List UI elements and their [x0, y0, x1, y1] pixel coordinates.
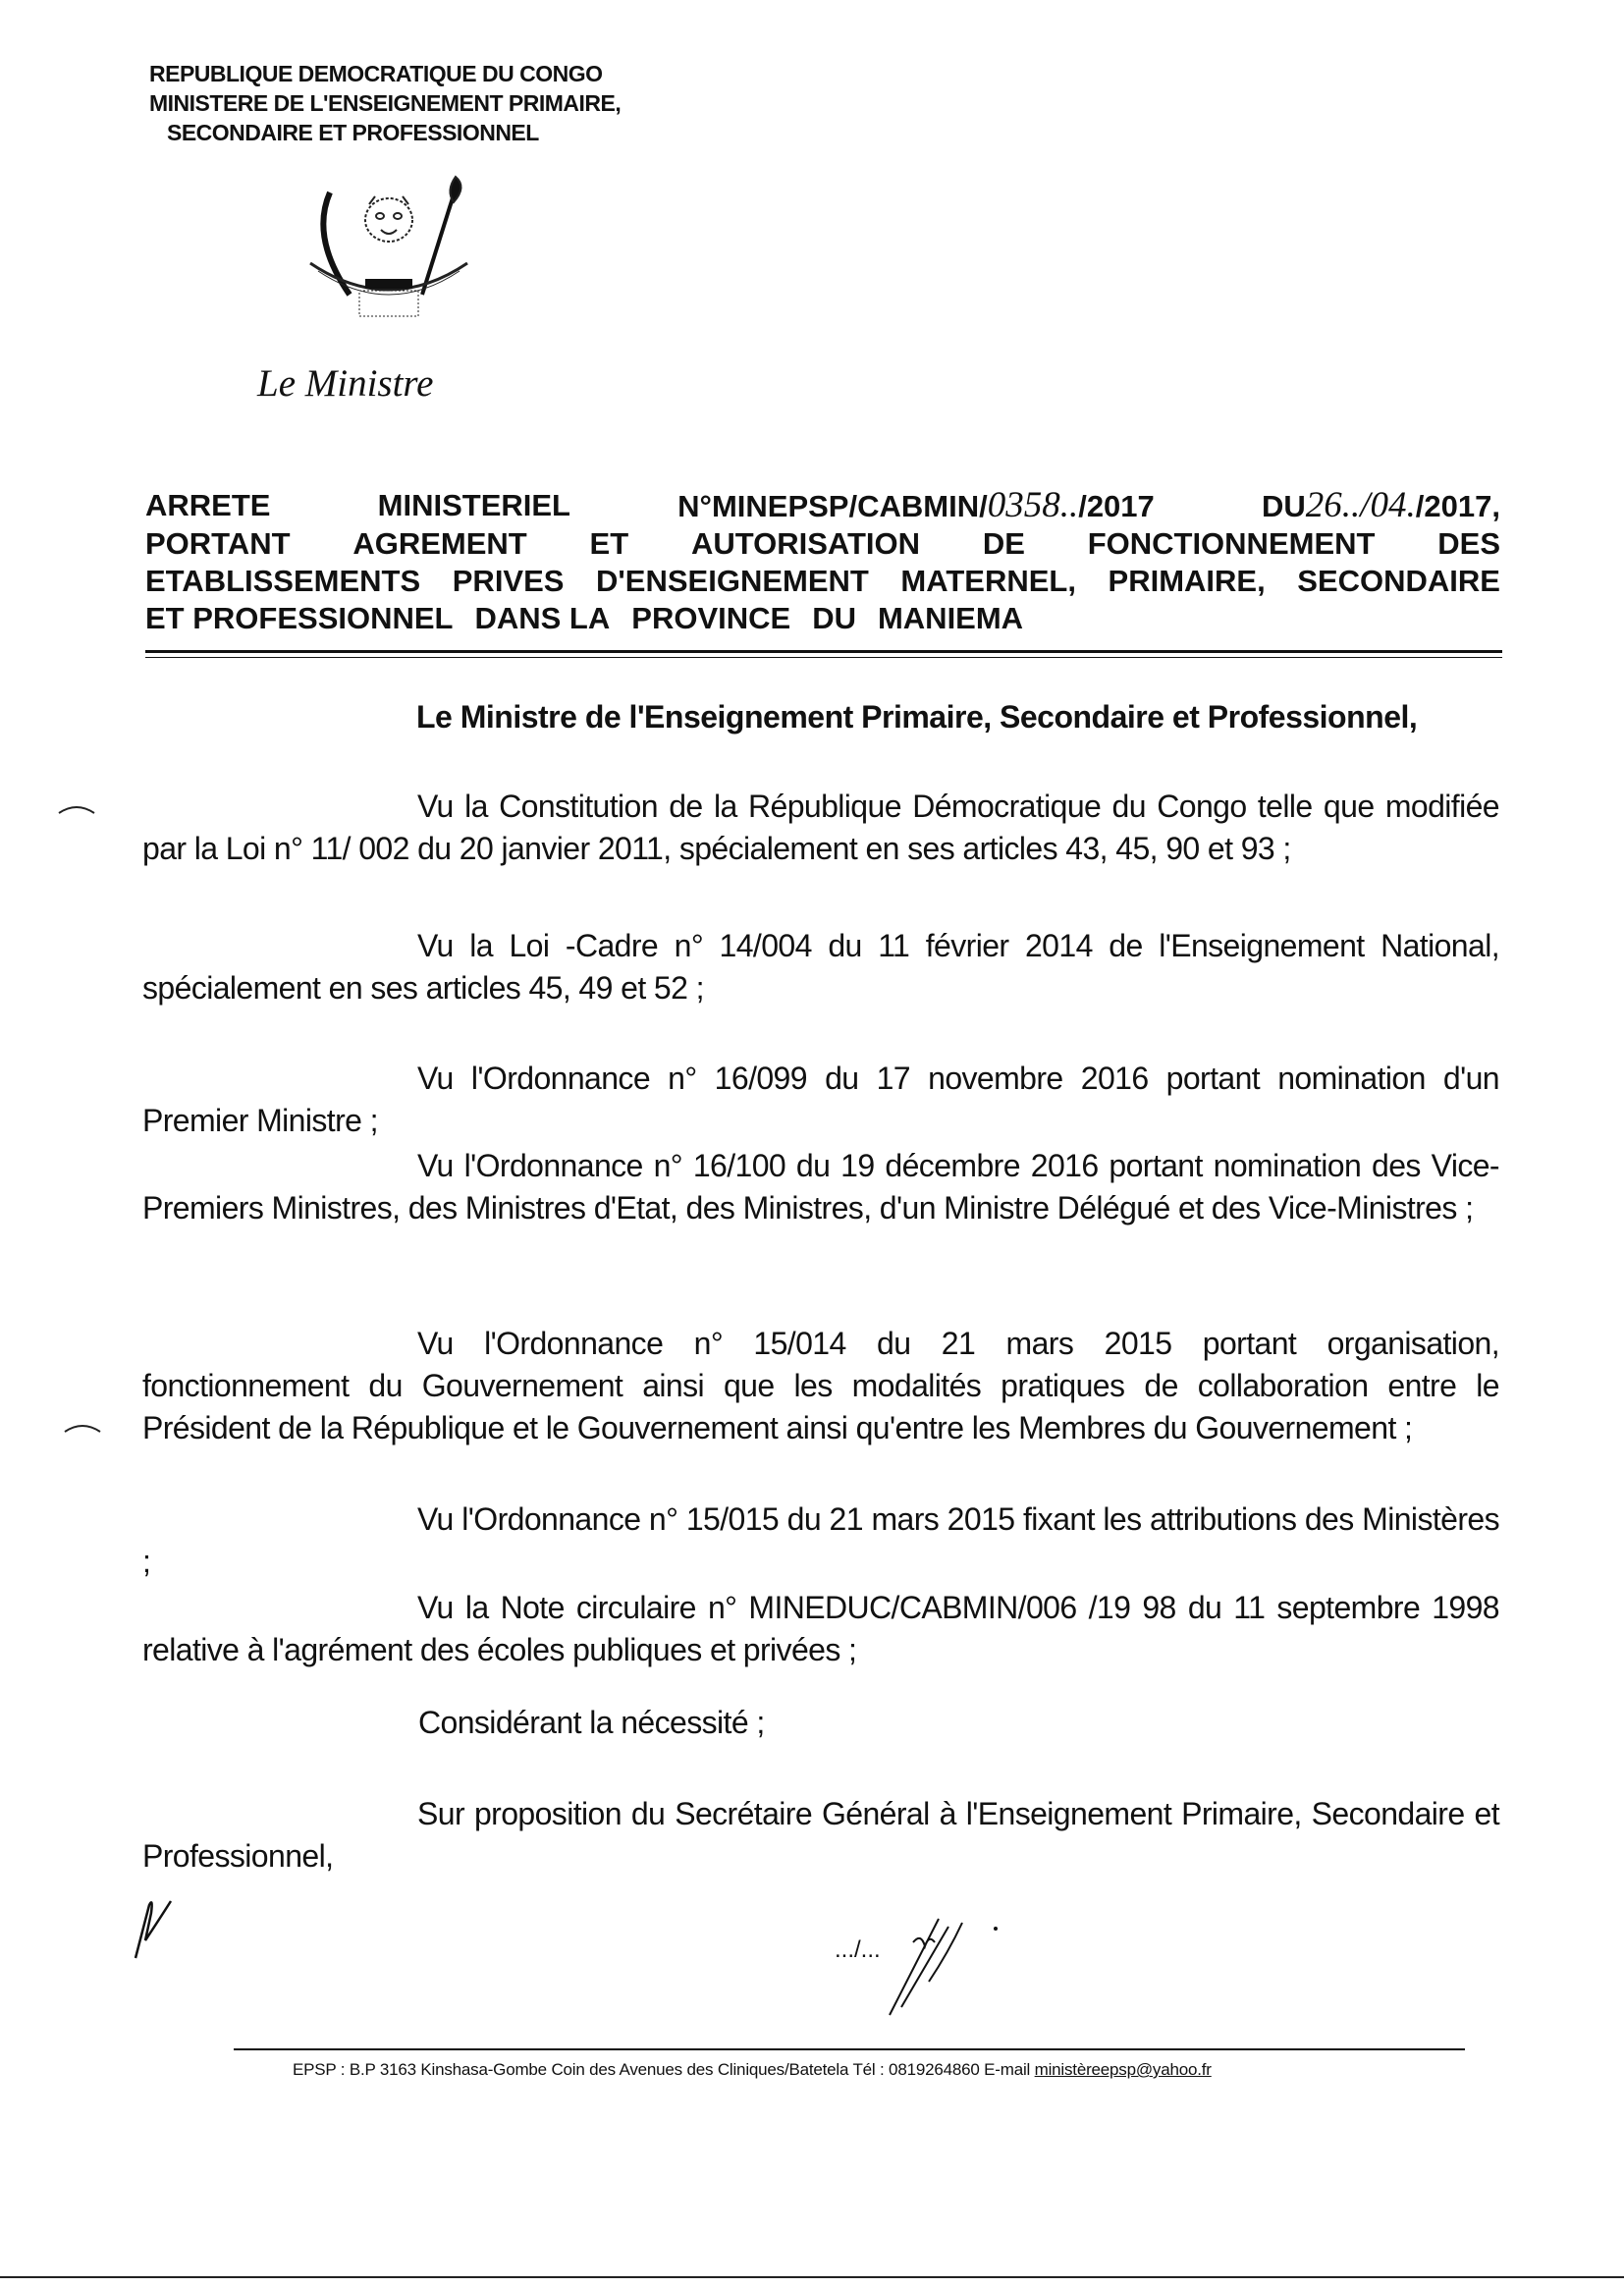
heading-word: PRIMAIRE, [1108, 564, 1266, 598]
heading-word: AUTORISATION [690, 526, 921, 561]
considerant-constitution: Vu la Constitution de la République Démocratique du Congo telle que modifiée par la Loi n° 11/ 002 du 20 janvier 2011, spécialement en ses articles 43, 45, 90 et 93 ; [142, 789, 1499, 866]
heading-rule-thin [145, 657, 1502, 658]
handwritten-reference-number: 0358.. [987, 485, 1079, 525]
heading-word: FONCTIONNEMENT [1087, 526, 1376, 561]
arrete-line-2 [145, 525, 1500, 563]
preamble-heading: Le Ministre de l'Enseignement Primaire, Secondaire et Professionnel, [416, 699, 1418, 735]
handwritten-paraph [128, 1893, 187, 1962]
arrete-line-4 [145, 600, 1500, 637]
footer-address: EPSP : B.P 3163 Kinshasa-Gombe Coin des Avenues des Cliniques/Batetela Tél : 0819264860 E-mail ministèreepsp@yahoo.fr [293, 2060, 1212, 2079]
heading-rule-thick [145, 650, 1502, 653]
sur-proposition: Sur proposition du Secrétaire Général à l'Enseignement Primaire, Secondaire et Professionnel, [142, 1796, 1499, 1874]
page-title: Le Ministre [257, 362, 434, 405]
arrete-reference: N°MINEPSP/CABMIN/0358../2017 [677, 485, 1155, 525]
heading-word: SECONDAIRE [1297, 564, 1500, 598]
scan-edge-line [0, 2276, 1624, 2278]
heading-word: DANS LA [474, 601, 611, 635]
heading-word: MANIEMA [877, 601, 1024, 635]
considerant-ordonnance-premier-ministre: Vu l'Ordonnance n° 16/099 du 17 novembre 2016 portant nomination d'un Premier Ministre ; [142, 1061, 1499, 1138]
arrete-line-1 [145, 487, 1500, 525]
heading-word: PRIVES [452, 564, 565, 598]
heading-word: ET PROFESSIONNEL [145, 601, 454, 635]
heading-word: MATERNEL, [900, 564, 1076, 598]
continuation-mark: .../... [835, 1936, 881, 1963]
considerant-loi-cadre: Vu la Loi -Cadre n° 14/004 du 11 février 2014 de l'Enseignement National, spécialement en ses articles 45, 49 et 52 ; [142, 928, 1499, 1006]
arrete-line-3 [145, 563, 1500, 600]
handwritten-date: 26../04. [1305, 485, 1416, 525]
heading-word: D'ENSEIGNEMENT [596, 564, 869, 598]
considerant-note-circulaire: Vu la Note circulaire n° MINEDUC/CABMIN/006 /19 98 du 11 septembre 1998 relative à l'agrément des écoles publiques et privées ; [142, 1590, 1499, 1667]
heading-word: DES [1437, 526, 1500, 561]
heading-word: AGREMENT [352, 526, 527, 561]
footer-rule [234, 2048, 1465, 2050]
heading-word: PORTANT [145, 526, 291, 561]
arrete-heading [145, 487, 1500, 637]
letterhead-ministry-cont: SECONDAIRE ET PROFESSIONNEL [167, 120, 539, 145]
footer-email[interactable]: ministèreepsp@yahoo.fr [1034, 2060, 1212, 2079]
heading-word: DU [812, 601, 856, 635]
heading-word: PROVINCE [631, 601, 791, 635]
handwritten-initials [831, 1913, 1007, 2021]
heading-word: ET [589, 526, 629, 561]
considerant-necessite: Considérant la nécessité ; [418, 1705, 765, 1740]
considerant-ordonnance-attributions: Vu l'Ordonnance n° 15/015 du 21 mars 2015 fixant les attributions des Ministères ; [142, 1501, 1499, 1579]
considerant-ordonnance-ministres: Vu l'Ordonnance n° 16/100 du 19 décembre 2016 portant nomination des Vice-Premiers Ministres, des Ministres d'Etat, des Ministres, d'un Ministre Délégué et des Vice-Ministres ; [142, 1148, 1499, 1226]
heading-word: DE [982, 526, 1025, 561]
considerant-ordonnance-organisation: Vu l'Ordonnance n° 15/014 du 21 mars 2015 portant organisation, fonctionnement du Gouvernement ainsi que les modalités pratiques de collaboration entre le Président de la République et le Gouvernement ainsi qu'entre les Membres du Gouvernement ; [142, 1326, 1499, 1445]
margin-mark [57, 803, 96, 817]
heading-word: ETABLISSEMENTS [145, 564, 421, 598]
heading-word: MINISTERIEL [377, 488, 570, 522]
letterhead [149, 59, 837, 147]
margin-mark [63, 1422, 102, 1436]
letterhead-ministry: MINISTERE DE L'ENSEIGNEMENT PRIMAIRE, [149, 90, 622, 116]
arrete-date: DU26../04./2017, [1261, 485, 1500, 525]
heading-word: ARRETE [145, 488, 271, 522]
letterhead-country: REPUBLIQUE DEMOCRATIQUE DU CONGO [149, 61, 603, 86]
coat-of-arms-emblem [291, 169, 487, 318]
